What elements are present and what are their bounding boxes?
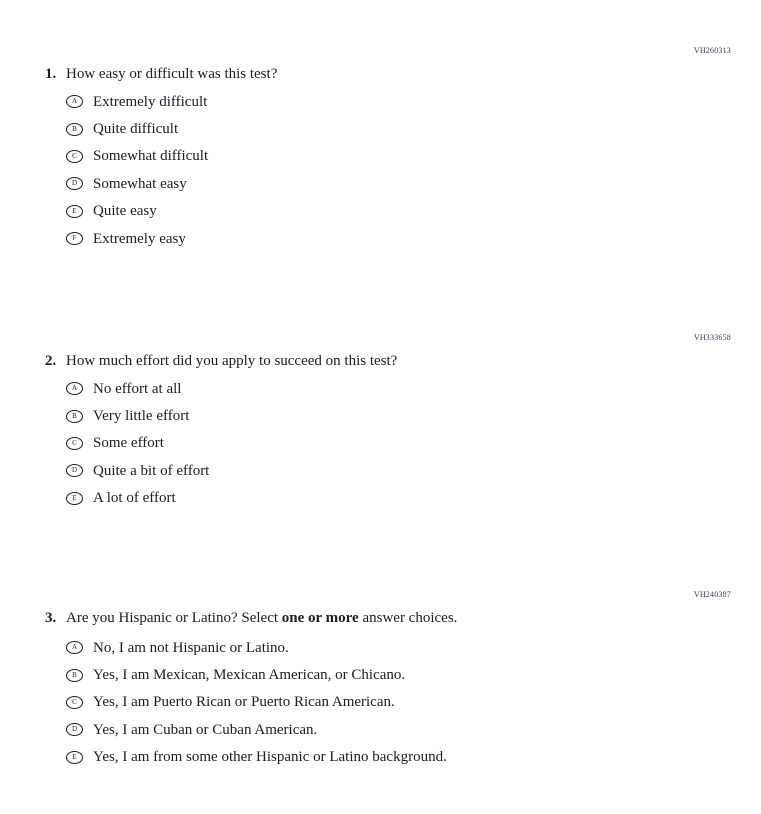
bubble-letter: A: [71, 384, 78, 393]
answer-option[interactable]: [66, 170, 761, 197]
answer-option[interactable]: [66, 457, 761, 484]
answer-bubble-icon[interactable]: [66, 641, 83, 654]
bubble-letter: F: [72, 234, 77, 243]
answer-bubble-icon[interactable]: [66, 723, 83, 736]
answer-bubble-icon[interactable]: [66, 382, 83, 395]
answer-option-label: Very little effort: [93, 408, 190, 425]
bubble-letter: B: [72, 411, 77, 420]
answer-bubble-icon[interactable]: [66, 696, 83, 709]
answer-option-label: No effort at all: [93, 380, 182, 397]
answer-bubble-icon[interactable]: [66, 205, 83, 218]
answer-option[interactable]: [66, 225, 761, 252]
answer-option-label: Somewhat easy: [93, 175, 187, 192]
answer-option-label: Quite a bit of effort: [93, 462, 210, 479]
answer-bubble-icon[interactable]: [66, 464, 83, 477]
question-title-prefix: Are you Hispanic or Latino? Select: [66, 610, 282, 626]
answer-option-label: Quite difficult: [93, 121, 179, 138]
answer-options-list: [0, 634, 761, 771]
question-block-1: [0, 46, 761, 252]
bubble-letter: E: [72, 206, 77, 215]
answer-option[interactable]: [66, 744, 761, 771]
answer-option-label: Yes, I am from some other Hispanic or Latino background.: [93, 749, 447, 766]
question-block-2: [0, 333, 761, 512]
answer-option-label: Quite easy: [93, 203, 157, 220]
answer-bubble-icon[interactable]: [66, 123, 83, 136]
answer-option-label: Some effort: [93, 435, 164, 452]
bubble-letter: D: [71, 179, 78, 188]
answer-options-list: [0, 375, 761, 512]
bubble-letter: A: [71, 643, 78, 652]
answer-bubble-icon[interactable]: [66, 150, 83, 163]
answer-option[interactable]: [66, 716, 761, 743]
question-text: [0, 65, 761, 83]
question-text: [0, 352, 761, 370]
answer-option[interactable]: [66, 115, 761, 142]
answer-option[interactable]: [66, 143, 761, 170]
answer-option-label: Extremely easy: [93, 230, 186, 247]
answer-option-label: Yes, I am Puerto Rican or Puerto Rican American.: [93, 694, 395, 711]
question-text: [0, 609, 761, 627]
answer-option-label: Somewhat difficult: [93, 148, 209, 165]
answer-options-list: [0, 88, 761, 252]
answer-bubble-icon[interactable]: [66, 410, 83, 423]
answer-option[interactable]: [66, 634, 761, 661]
question-title: How easy or difficult was this test?: [66, 66, 278, 82]
bubble-letter: E: [72, 493, 77, 502]
answer-bubble-icon[interactable]: [66, 751, 83, 764]
question-accession-code: VH260313: [693, 46, 731, 55]
question-title-suffix: answer choices.: [358, 610, 458, 626]
question-accession-code: VH333658: [693, 333, 731, 342]
bubble-letter: C: [72, 697, 77, 706]
answer-option[interactable]: [66, 198, 761, 225]
answer-option[interactable]: [66, 430, 761, 457]
answer-option[interactable]: [66, 88, 761, 115]
answer-option-label: Extremely difficult: [93, 93, 208, 110]
answer-bubble-icon[interactable]: [66, 232, 83, 245]
answer-option[interactable]: [66, 689, 761, 716]
bubble-letter: C: [72, 438, 77, 447]
answer-bubble-icon[interactable]: [66, 177, 83, 190]
answer-bubble-icon[interactable]: [66, 492, 83, 505]
bubble-letter: B: [72, 124, 77, 133]
answer-bubble-icon[interactable]: [66, 437, 83, 450]
question-number: 3.: [45, 610, 57, 626]
bubble-letter: C: [72, 151, 77, 160]
bubble-letter: A: [71, 97, 78, 106]
question-number: 1.: [45, 66, 57, 82]
bubble-letter: D: [71, 725, 78, 734]
answer-option-label: Yes, I am Cuban or Cuban American.: [93, 721, 318, 738]
answer-bubble-icon[interactable]: [66, 669, 83, 682]
answer-option-label: A lot of effort: [93, 490, 176, 507]
answer-option[interactable]: [66, 402, 761, 429]
answer-option[interactable]: [66, 485, 761, 512]
question-title-bold: one or more: [281, 610, 359, 626]
question-title: How much effort did you apply to succeed on this test?: [66, 353, 398, 369]
answer-option-label: Yes, I am Mexican, Mexican American, or Chicano.: [93, 667, 406, 684]
question-title: [66, 610, 457, 626]
answer-bubble-icon[interactable]: [66, 95, 83, 108]
question-number: 2.: [45, 353, 57, 369]
answer-option[interactable]: [66, 661, 761, 688]
answer-option[interactable]: [66, 375, 761, 402]
question-accession-code: VH240387: [693, 590, 731, 599]
bubble-letter: B: [72, 670, 77, 679]
answer-option-label: No, I am not Hispanic or Latino.: [93, 639, 289, 656]
bubble-letter: D: [71, 466, 78, 475]
question-block-3: [0, 590, 761, 771]
bubble-letter: E: [72, 752, 77, 761]
